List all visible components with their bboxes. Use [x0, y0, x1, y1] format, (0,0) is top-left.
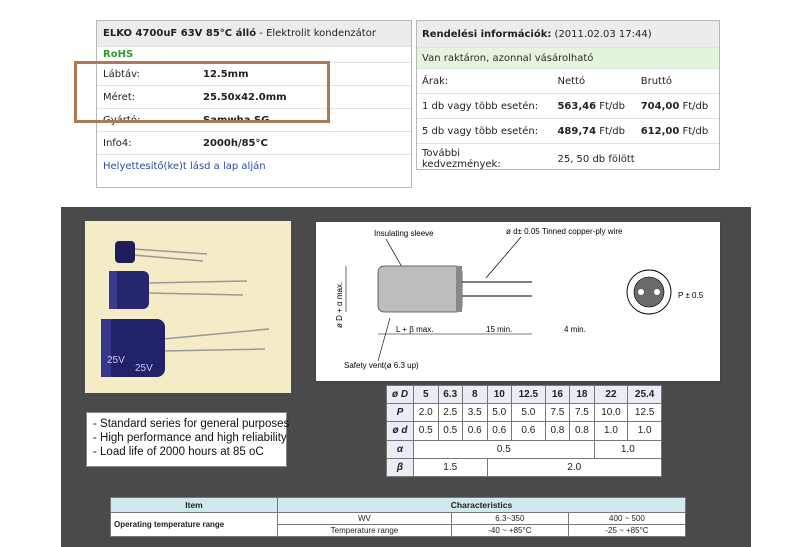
dims-cell: 0.6 — [487, 422, 512, 440]
net-price — [552, 119, 635, 144]
net-price-value: 563,46 — [557, 100, 597, 112]
dims-cell: 2.0 — [487, 458, 662, 476]
dims-cell: 1.0 — [594, 440, 661, 458]
stock-status: Van raktáron, azonnal vásárolható — [417, 48, 719, 69]
photo-label: 25V — [107, 355, 125, 366]
char-cell: Temperature range — [278, 525, 452, 537]
discount-row — [417, 144, 719, 175]
feature-note: - Load life of 2000 hours at 85 oC — [93, 446, 264, 458]
dims-header-row — [387, 386, 662, 404]
price-unit: Ft/db — [596, 125, 625, 137]
char-header-item: Item — [111, 498, 278, 513]
spec-label: Méret: — [97, 86, 197, 109]
capacitor-photo-drawing — [85, 221, 291, 393]
char-row — [111, 513, 686, 525]
order-title — [417, 21, 719, 48]
spec-value: 12.5mm — [197, 63, 411, 86]
char-header-characteristics: Characteristics — [278, 498, 686, 513]
dims-cell: 0.5 — [414, 440, 595, 458]
gross-price — [636, 94, 719, 119]
pitch-label: P ± 0.5 — [678, 291, 704, 300]
price-unit: Ft/db — [596, 100, 625, 112]
dims-cell: 6.3 — [438, 386, 463, 404]
gross-price-value: 704,00 — [640, 100, 680, 112]
dims-cell: 0.5 — [414, 422, 439, 440]
dims-cell: 0.6 — [512, 422, 546, 440]
dims-cell: 8 — [463, 386, 488, 404]
spec-value: 2000h/85°C — [197, 132, 411, 155]
dims-cell: 16 — [545, 386, 570, 404]
net-price — [552, 94, 635, 119]
dims-cell: 0.8 — [570, 422, 595, 440]
diameter-label: ø D + α max. — [335, 281, 344, 328]
dims-row-label: ø d — [387, 422, 414, 440]
length-label: L + β max. — [396, 325, 434, 334]
price-header-row — [417, 69, 719, 94]
char-cell: WV — [278, 513, 452, 525]
product-title-row — [97, 21, 411, 47]
product-title-bold: ELKO 4700uF 63V 85°C álló — [103, 28, 257, 39]
photo-label: 25V — [135, 363, 153, 374]
char-cell: -40 ~ +85°C — [451, 525, 568, 537]
dims-cell: 1.0 — [628, 422, 662, 440]
spec-label: Gyártó: — [97, 109, 197, 132]
capacitor-small — [115, 241, 135, 263]
dims-cell: 22 — [594, 386, 628, 404]
price-row — [417, 119, 719, 144]
discount-label-line2: kedvezmények: — [422, 159, 501, 170]
discount-value: 25, 50 db fölött — [557, 153, 635, 165]
order-title-label: Rendelési információk: — [422, 28, 552, 40]
datasheet-image — [61, 207, 751, 547]
spec-row — [97, 132, 411, 155]
dims-row-label: α — [387, 440, 414, 458]
product-title — [97, 21, 411, 47]
dims-beta-row — [387, 458, 662, 476]
dims-p-row — [387, 404, 662, 422]
price-row — [417, 94, 719, 119]
char-cell: 400 ~ 500 — [568, 513, 685, 525]
char-cell: -25 ~ +85°C — [568, 525, 685, 537]
dims-row-label: β — [387, 458, 414, 476]
dims-cell: 1.0 — [594, 422, 628, 440]
gross-price-value: 612,00 — [640, 125, 680, 137]
dims-row-label: P — [387, 404, 414, 422]
spec-label: Lábtáv: — [97, 63, 197, 86]
order-info-panel — [416, 20, 720, 170]
order-info-table — [417, 21, 719, 174]
end-label: 4 min. — [564, 325, 586, 334]
dims-alpha-row — [387, 440, 662, 458]
dims-cell: 25.4 — [628, 386, 662, 404]
capacitor-body-drawing — [378, 266, 462, 312]
gross-price — [636, 119, 719, 144]
spec-value: 25.50x42.0mm — [197, 86, 411, 109]
dimension-drawing-svg — [316, 222, 720, 381]
dims-cell: 5.0 — [512, 404, 546, 422]
dims-cell: 2.5 — [438, 404, 463, 422]
char-cell: 6.3~350 — [451, 513, 568, 525]
dimension-drawing — [315, 221, 721, 382]
prices-label: Árak: — [417, 69, 552, 94]
dimension-table — [386, 385, 662, 477]
price-unit: Ft/db — [679, 125, 709, 137]
order-timestamp: (2011.02.03 17:44) — [554, 28, 652, 40]
dims-cell: 10.0 — [594, 404, 628, 422]
capacitor-photo — [85, 221, 291, 393]
price-tier-label: 1 db vagy több esetén: — [417, 94, 552, 119]
price-unit: Ft/db — [679, 100, 709, 112]
substitute-link[interactable]: Helyettesítő(ke)t lásd a lap alján — [103, 160, 266, 172]
dims-cell: 12.5 — [628, 404, 662, 422]
dims-d-row — [387, 422, 662, 440]
dims-cell: 3.5 — [463, 404, 488, 422]
characteristics-table — [110, 497, 686, 537]
dims-cell: 7.5 — [570, 404, 595, 422]
vent-label: Safety vent(ø 6.3 up) — [344, 361, 419, 370]
char-item-label: Operating temperature range — [111, 513, 278, 537]
dims-cell: 12.5 — [512, 386, 546, 404]
dims-cell: 2.0 — [414, 404, 439, 422]
dims-cell: 10 — [487, 386, 512, 404]
discount-label — [417, 144, 552, 175]
dims-cell: 0.5 — [438, 422, 463, 440]
product-title-category: - Elektrolit kondenzátor — [256, 28, 376, 39]
wire-label: ø d± 0.05 Tinned copper-ply wire — [506, 227, 623, 236]
spec-label: Info4: — [97, 132, 197, 155]
sleeve-label: Insulating sleeve — [374, 229, 434, 238]
net-header: Nettó — [552, 69, 635, 94]
char-header-row — [111, 498, 686, 513]
feature-notes — [86, 412, 290, 467]
highlight-box — [74, 61, 330, 123]
lead-length-label: 15 min. — [486, 325, 513, 334]
spec-value: Samwha SG — [197, 109, 411, 132]
rohs-badge: RoHS — [97, 47, 411, 63]
dims-cell: 0.8 — [545, 422, 570, 440]
feature-note: - High performance and high reliability — [93, 432, 287, 444]
discount-label-line1: További — [422, 148, 461, 159]
dims-cell: 7.5 — [545, 404, 570, 422]
dims-cell: 1.5 — [414, 458, 488, 476]
dims-cell: 5.0 — [487, 404, 512, 422]
feature-note: - Standard series for general purposes — [93, 418, 290, 430]
dims-cell: 18 — [570, 386, 595, 404]
gross-header: Bruttó — [636, 69, 719, 94]
price-tier-label: 5 db vagy több esetén: — [417, 119, 552, 144]
net-price-value: 489,74 — [557, 125, 597, 137]
dims-header-label: ø D — [387, 386, 414, 404]
dims-cell: 0.6 — [463, 422, 488, 440]
dims-cell: 5 — [414, 386, 439, 404]
